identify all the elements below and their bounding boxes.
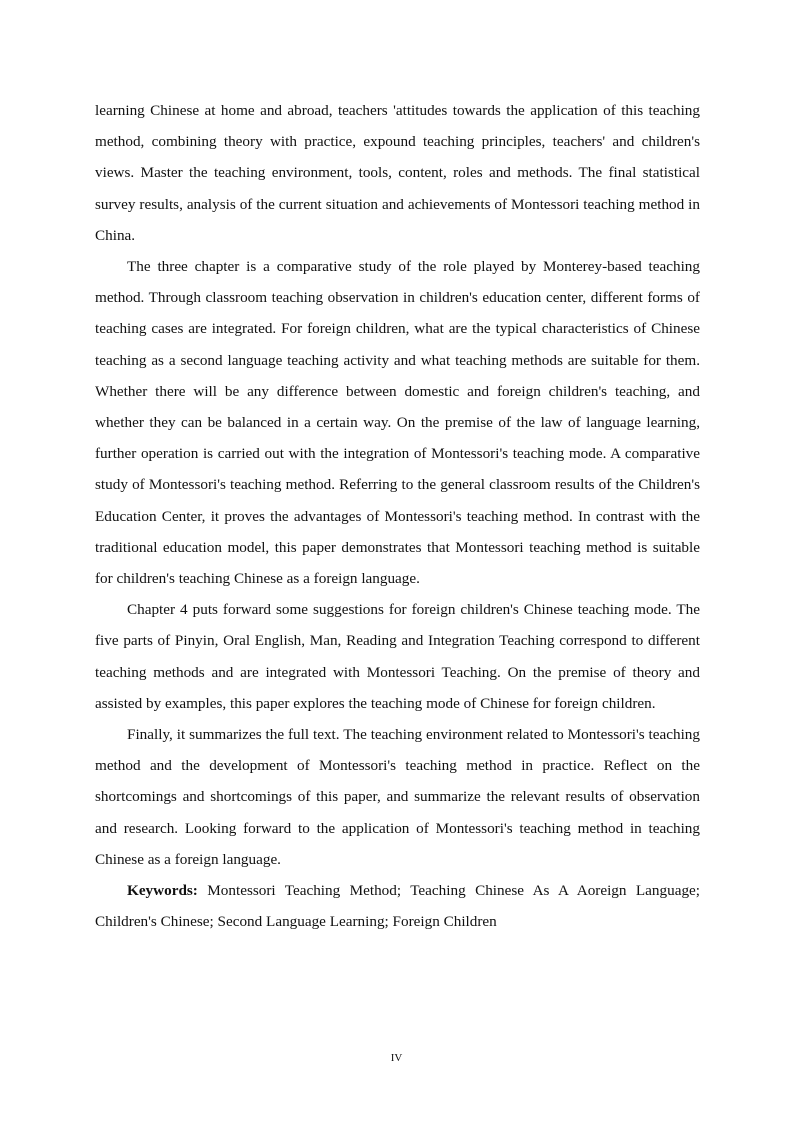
paragraph-chapter-three: The three chapter is a comparative study of the role played by Monterey-based teaching method. Through classroom teaching observation in children's education center, different forms of teaching cases are integrated. For foreign children, what are the typical characteristics of Chinese teaching as a second language teaching activity and what teaching methods are suitable for them. Whether there will be any difference between domestic and foreign children's teaching, and whether they can be balanced in a certain way. On the premise of the law of language learning, further operation is carried out with the integration of Montessori's teaching mode. A comparative study of Montessori's teaching method. Referring to the general classroom results of the Children's Education Center, it proves the advantages of Montessori's teaching method. In contrast with the traditional education model, this paper demonstrates that Montessori teaching method is suitable for children's teaching Chinese as a foreign language. xyxy=(95,258,700,588)
keywords-label: Keywords: xyxy=(127,882,198,900)
paragraph-summary: Finally, it summarizes the full text. The teaching environment related to Montessori's teaching method and the development of Montessori's teaching method in practice. Reflect on the shortcomings and shortcomings of this paper, and summarize the relevant results of observation and research. Looking forward to the application of Montessori's teaching method in teaching Chinese as a foreign language. xyxy=(95,726,700,868)
paragraph-continued: learning Chinese at home and abroad, teachers 'attitudes towards the application of this teaching method, combining theory with practice, expound teaching principles, teachers' and children's views. Master the teaching environment, tools, content, roles and methods. The final statistical survey results, analysis of the current situation and achievements of Montessori teaching method in China. xyxy=(95,102,700,244)
abstract-body xyxy=(95,95,700,937)
paragraph-chapter-four: Chapter 4 puts forward some suggestions for foreign children's Chinese teaching mode. The five parts of Pinyin, Oral English, Man, Reading and Integration Teaching correspond to different teaching methods and are integrated with Montessori Teaching. On the premise of theory and assisted by examples, this paper explores the teaching mode of Chinese for foreign children. xyxy=(95,601,700,712)
keywords-line xyxy=(95,875,700,937)
page-number: IV xyxy=(390,1052,403,1064)
keywords-text: Montessori Teaching Method; Teaching Chinese As A Aoreign Language; Children's Chinese; Second Language Learning; Foreign Children xyxy=(95,882,700,931)
